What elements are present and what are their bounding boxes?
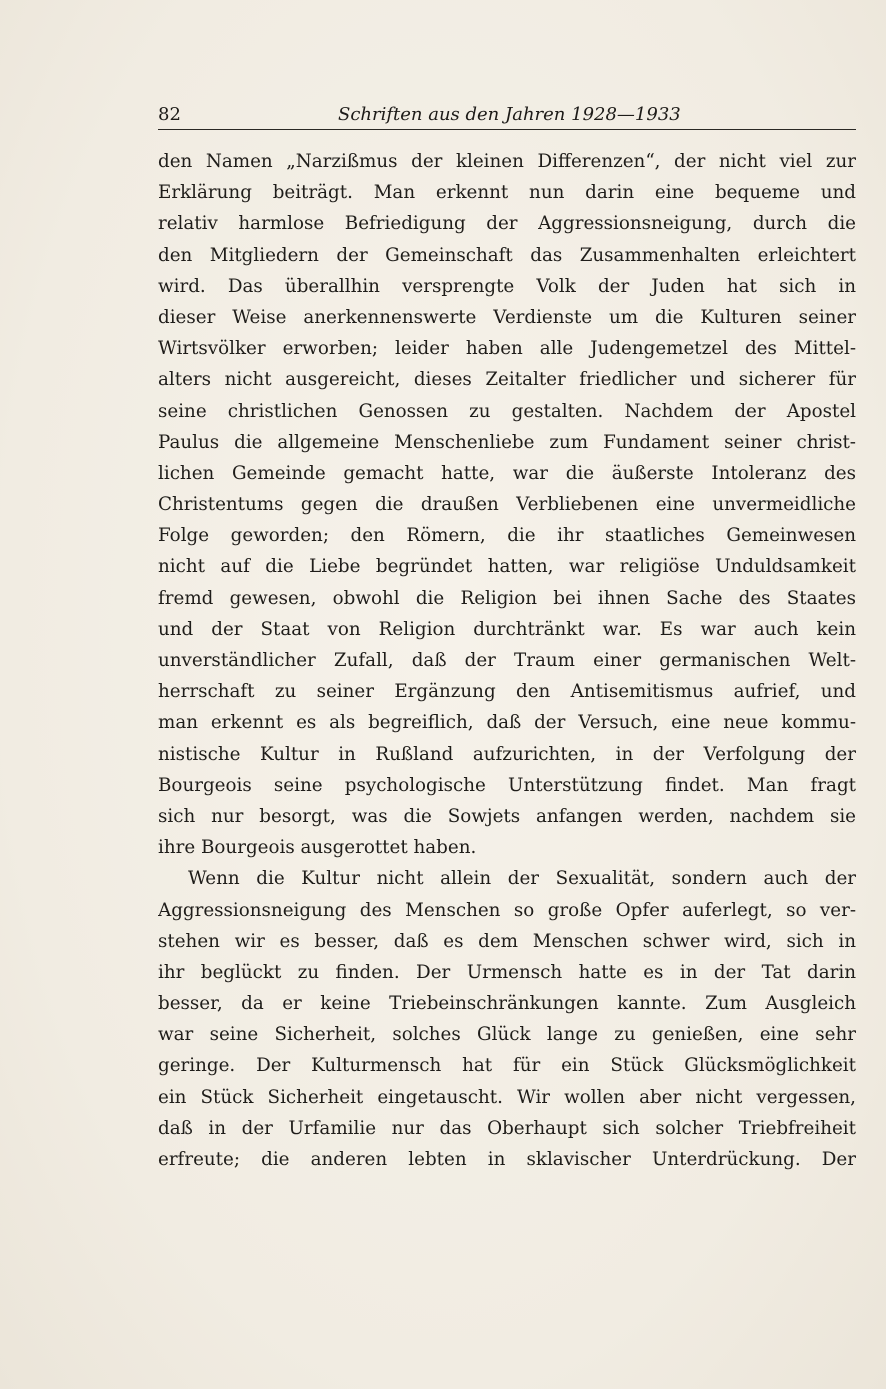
page-header bbox=[158, 100, 856, 128]
text-line: ein Stück Sicherheit eingetauscht. Wir wollen aber nicht vergessen, bbox=[158, 1086, 856, 1108]
text-line: war seine Sicherheit, solches Glück lange zu genießen, eine sehr bbox=[158, 1024, 856, 1046]
text-line: nicht auf die Liebe begründet hatten, war religiöse Unduldsamkeit bbox=[158, 556, 856, 578]
text-line: dieser Weise anerkennenswerte Verdienste um die Kulturen seiner bbox=[158, 306, 856, 328]
text-line: fremd gewesen, obwohl die Religion bei ihnen Sache des Staates bbox=[158, 587, 856, 609]
text-line: den Mitgliedern der Gemeinschaft das Zusammenhalten erleichtert bbox=[158, 244, 856, 266]
text-line: erfreute; die anderen lebten in sklavischer Unterdrückung. Der bbox=[158, 1149, 856, 1170]
text-line: ihr beglückt zu finden. Der Urmensch hatte es in der Tat darin bbox=[158, 961, 856, 983]
running-title: Schriften aus den Jahren 1928—1933 bbox=[338, 104, 681, 125]
text-line: relativ harmlose Befriedigung der Aggressionsneigung, durch die bbox=[158, 213, 856, 235]
text-line: und der Staat von Religion durchtränkt war. Es war auch kein bbox=[158, 618, 856, 640]
text-line: Folge geworden; den Römern, die ihr staatliches Gemeinwesen bbox=[158, 525, 856, 547]
text-line: Christentums gegen die draußen Verbliebenen eine unvermeidliche bbox=[158, 494, 856, 516]
text-line: seine christlichen Genossen zu gestalten. Nachdem der Apostel bbox=[158, 400, 856, 422]
text-line: sich nur besorgt, was die Sowjets anfangen werden, nachdem sie bbox=[158, 805, 856, 827]
text-line: wird. Das überallhin versprengte Volk der Juden hat sich in bbox=[158, 275, 856, 297]
text-line: geringe. Der Kulturmensch hat für ein Stück Glücksmöglichkeit bbox=[158, 1055, 856, 1077]
text-line: Erklärung beiträgt. Man erkennt nun darin eine bequeme und bbox=[158, 182, 856, 204]
text-line: herrschaft zu seiner Ergänzung den Antisemitismus aufrief, und bbox=[158, 681, 856, 703]
text-line: Wirtsvölker erworben; leider haben alle Judengemetzel des Mittel- bbox=[158, 338, 856, 360]
header-rule bbox=[158, 129, 856, 130]
text-line: stehen wir es besser, daß es dem Menschen schwer wird, sich in bbox=[158, 930, 856, 952]
paragraph-end-line: ihre Bourgeois ausgerottet haben. bbox=[158, 837, 477, 859]
text-line: nistische Kultur in Rußland aufzurichten, in der Verfolgung der bbox=[158, 743, 856, 765]
text-line: Aggressionsneigung des Menschen so große Opfer auferlegt, so ver- bbox=[158, 899, 856, 921]
text-line: lichen Gemeinde gemacht hatte, war die äußerste Intoleranz des bbox=[158, 462, 856, 484]
text-line: Bourgeois seine psychologische Unterstützung findet. Man fragt bbox=[158, 774, 856, 796]
page-number: 82 bbox=[158, 104, 181, 125]
text-line: alters nicht ausgereicht, dieses Zeitalter friedlicher und sicherer für bbox=[158, 369, 856, 391]
text-line: unverständlicher Zufall, daß der Traum einer germanischen Welt- bbox=[158, 650, 856, 671]
text-line: den Namen „Narzißmus der kleinen Differenzen“, der nicht viel zur bbox=[158, 151, 856, 172]
text-line: daß in der Urfamilie nur das Oberhaupt sich solcher Triebfreiheit bbox=[158, 1117, 856, 1139]
text-line: Paulus die allgemeine Menschenliebe zum Fundament seiner christ- bbox=[158, 431, 856, 453]
paragraph-start-line: Wenn die Kultur nicht allein der Sexualität, sondern auch der bbox=[188, 868, 856, 890]
body-text bbox=[158, 146, 856, 1175]
text-line: besser, da er keine Triebeinschränkungen kannte. Zum Ausgleich bbox=[158, 993, 856, 1015]
text-line: man erkennt es als begreiflich, daß der Versuch, eine neue kommu- bbox=[158, 712, 856, 734]
